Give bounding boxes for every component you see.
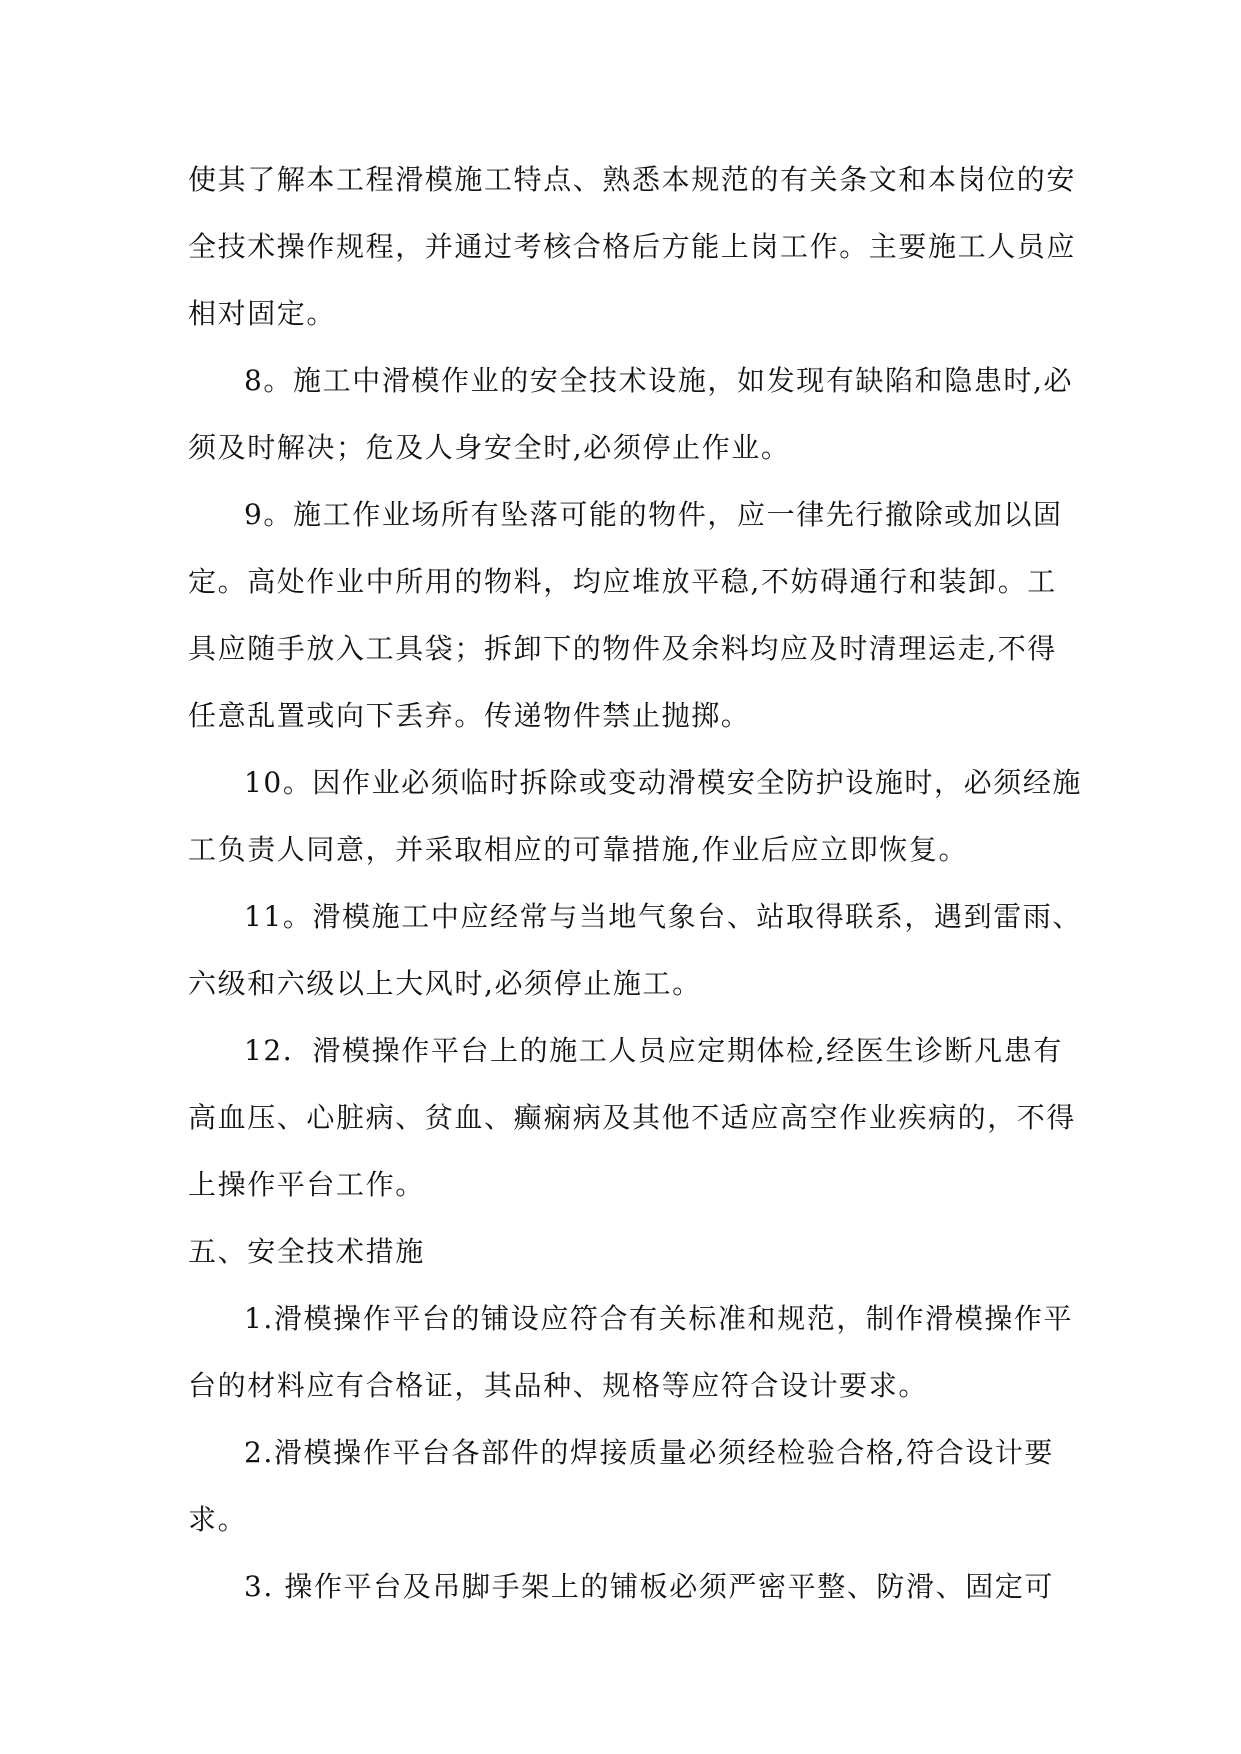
text-line: 定。高处作业中所用的物料，均应堆放平稳,不妨碍通行和装卸。工 bbox=[188, 565, 1057, 598]
list-item-11: 11。滑模施工中应经常与当地气象台、站取得联系，遇到雷雨、 bbox=[244, 900, 1083, 933]
text-line: 台的材料应有合格证，其品种、规格等应符合设计要求。 bbox=[188, 1369, 929, 1402]
text-line: 上操作平台工作。 bbox=[188, 1168, 425, 1201]
text-line: 六级和六级以上大风时,必须停止施工。 bbox=[188, 967, 702, 1000]
text-line: 相对固定。 bbox=[188, 297, 337, 330]
measure-item-3: 3. 操作平台及吊脚手架上的铺板必须严密平整、防滑、固定可 bbox=[244, 1570, 1055, 1603]
text-line: 全技术操作规程，并通过考核合格后方能上岗工作。主要施工人员应 bbox=[188, 230, 1077, 263]
text-line: 工负责人同意，并采取相应的可靠措施,作业后应立即恢复。 bbox=[188, 833, 969, 866]
text-line: 高血压、心脏病、贫血、癫痫病及其他不适应高空作业疾病的，不得 bbox=[188, 1101, 1077, 1134]
list-item-8: 8。施工中滑模作业的安全技术设施，如发现有缺陷和隐患时,必 bbox=[244, 364, 1074, 397]
list-item-12: 12．滑模操作平台上的施工人员应定期体检,经医生诊断凡患有 bbox=[244, 1034, 1063, 1067]
section-heading: 五、安全技术措施 bbox=[188, 1235, 425, 1268]
list-item-10: 10。因作业必须临时拆除或变动滑模安全防护设施时，必须经施 bbox=[244, 766, 1083, 799]
text-line: 具应随手放入工具袋；拆卸下的物件及余料均应及时清理运走,不得 bbox=[188, 632, 1057, 665]
list-item-9: 9。施工作业场所有坠落可能的物件，应一律先行撤除或加以固 bbox=[244, 498, 1063, 531]
text-line: 求。 bbox=[188, 1503, 248, 1536]
text-line: 须及时解决；危及人身安全时,必须停止作业。 bbox=[188, 431, 791, 464]
text-line: 任意乱置或向下丢弃。传递物件禁止抛掷。 bbox=[188, 699, 751, 732]
measure-item-1: 1.滑模操作平台的铺设应符合有关标准和规范，制作滑模操作平 bbox=[244, 1302, 1074, 1335]
measure-item-2: 2.滑模操作平台各部件的焊接质量必须经检验合格,符合设计要 bbox=[244, 1436, 1055, 1469]
document-body bbox=[188, 152, 1083, 1626]
text-line: 使其了解本工程滑模施工特点、熟悉本规范的有关条文和本岗位的安 bbox=[188, 163, 1077, 196]
